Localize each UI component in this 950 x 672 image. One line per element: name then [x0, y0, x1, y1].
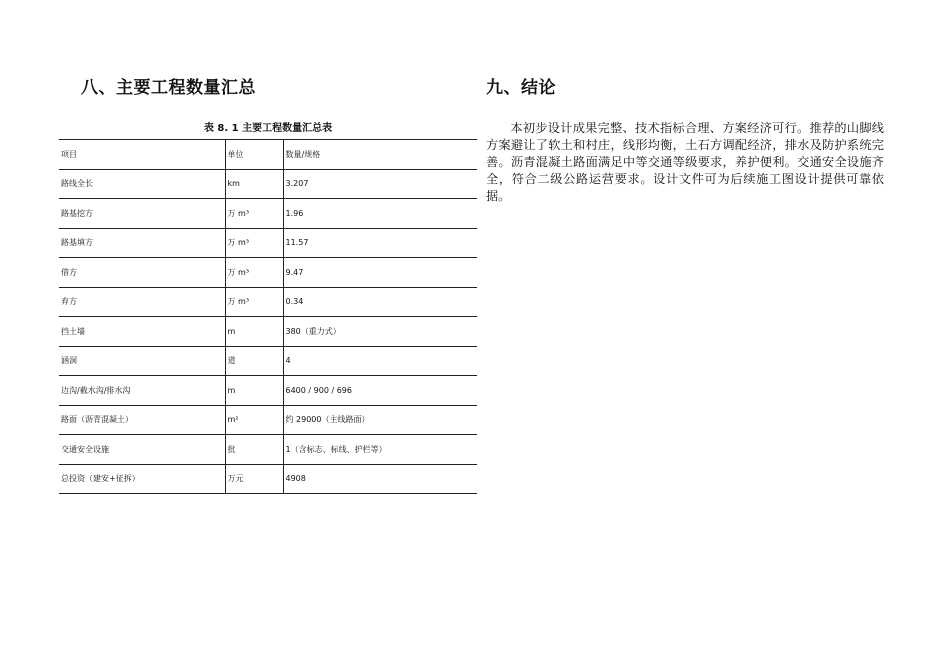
header-cell-item: 项目 — [59, 140, 225, 170]
cell-item: 路线全长 — [59, 169, 225, 199]
table-row — [59, 228, 477, 258]
section-heading-conclusion: 九、结论 — [486, 78, 556, 98]
table-row — [59, 346, 477, 376]
section-nine — [486, 76, 884, 205]
cell-item: 路基填方 — [59, 228, 225, 258]
cell-unit: 万 m³ — [225, 228, 283, 258]
section-eight — [59, 76, 477, 494]
cell-unit: 道 — [225, 346, 283, 376]
cell-item: 借方 — [59, 258, 225, 288]
cell-item: 总投资（建安+征拆） — [59, 464, 225, 494]
cell-quantity: 4 — [283, 346, 477, 376]
table-row — [59, 287, 477, 317]
cell-unit: km — [225, 169, 283, 199]
cell-unit: m — [225, 317, 283, 347]
cell-unit: 万 m³ — [225, 258, 283, 288]
quantity-summary-table — [59, 139, 477, 494]
table-row — [59, 435, 477, 465]
table-row — [59, 199, 477, 229]
cell-unit: m² — [225, 405, 283, 435]
cell-unit: m — [225, 376, 283, 406]
cell-quantity: 11.57 — [283, 228, 477, 258]
cell-item: 路基挖方 — [59, 199, 225, 229]
header-cell-quantity: 数量/规格 — [283, 140, 477, 170]
table-row — [59, 464, 477, 494]
cell-quantity: 3.207 — [283, 169, 477, 199]
cell-unit: 万 m³ — [225, 199, 283, 229]
table-caption: 表 8. 1 主要工程数量汇总表 — [203, 123, 333, 134]
cell-quantity: 1（含标志、标线、护栏等） — [283, 435, 477, 465]
cell-item: 路面（沥青混凝土） — [59, 405, 225, 435]
table-row — [59, 317, 477, 347]
cell-item: 挡土墙 — [59, 317, 225, 347]
table-row — [59, 405, 477, 435]
cell-quantity: 380（重力式） — [283, 317, 477, 347]
cell-quantity: 4908 — [283, 464, 477, 494]
section-heading-summary: 八、主要工程数量汇总 — [81, 78, 256, 98]
cell-quantity: 0.34 — [283, 287, 477, 317]
table-row — [59, 169, 477, 199]
table-row — [59, 376, 477, 406]
cell-quantity: 约 29000（主线路面） — [283, 405, 477, 435]
header-cell-unit: 单位 — [225, 140, 283, 170]
cell-unit: 批 — [225, 435, 283, 465]
cell-unit: 万元 — [225, 464, 283, 494]
table-header-row — [59, 140, 477, 170]
cell-item: 边沟/截水沟/排水沟 — [59, 376, 225, 406]
cell-quantity: 1.96 — [283, 199, 477, 229]
cell-item: 涵洞 — [59, 346, 225, 376]
cell-quantity: 9.47 — [283, 258, 477, 288]
cell-unit: 万 m³ — [225, 287, 283, 317]
cell-quantity: 6400 / 900 / 696 — [283, 376, 477, 406]
table-row — [59, 258, 477, 288]
conclusion-paragraph: 本初步设计成果完整、技术指标合理、方案经济可行。推荐的山脚线方案避让了软土和村庄，线形均衡，土石方调配经济，排水及防护系统完善。沥青混凝土路面满足中等交通等级要求，养护便利。交通安全设施齐全，符合二级公路运营要求。设计文件可为后续施工图设计提供可靠依据。 — [486, 121, 884, 203]
cell-item: 交通安全设施 — [59, 435, 225, 465]
cell-item: 弃方 — [59, 287, 225, 317]
